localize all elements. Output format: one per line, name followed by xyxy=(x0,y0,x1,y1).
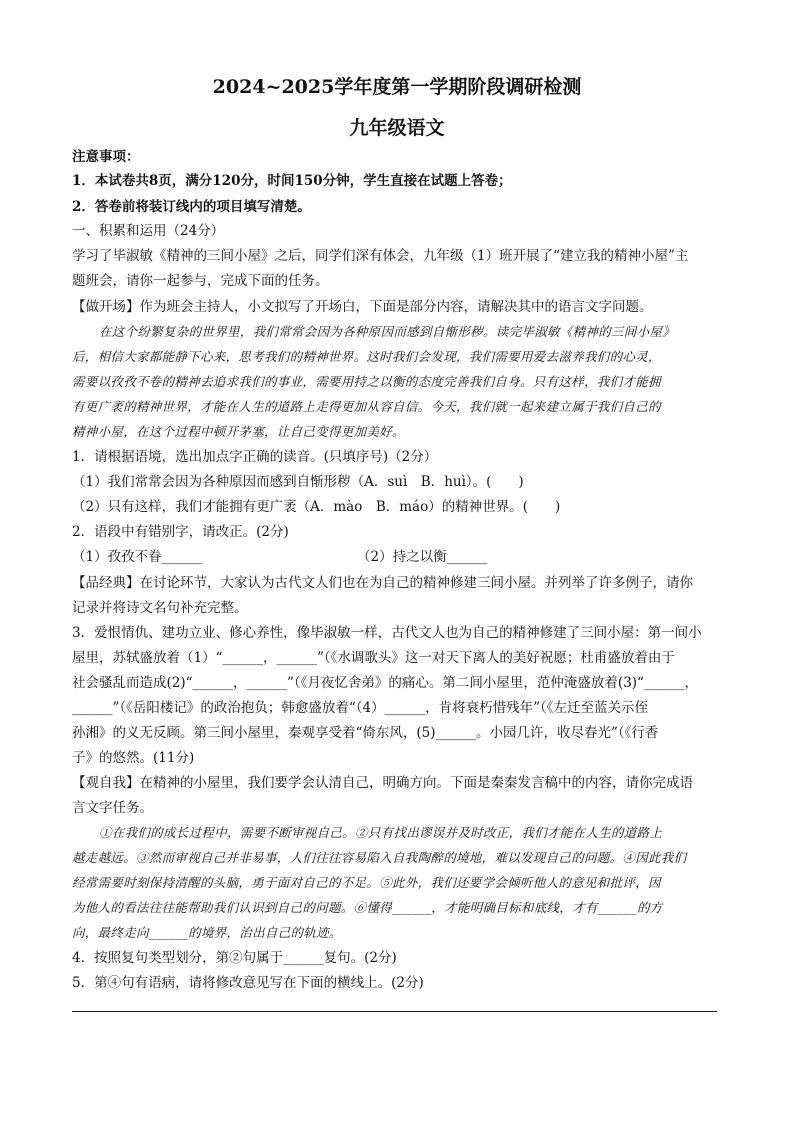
intro-line-2: 题班会，请你一起参与，完成下面的任务。 xyxy=(72,273,329,289)
question-2: 2．语段中有错别字，请改正。(2分) xyxy=(72,524,289,540)
notice-heading: 注意事项： xyxy=(72,149,140,165)
passage1-line: 在这个纷繁复杂的世界里，我们常常会因为各种原因而感到自惭形秽。读完毕淑敏《精神的三间小屋》 xyxy=(99,324,676,339)
question-3-line: 子》的悠然。(11分) xyxy=(72,750,195,766)
section-heading: 一、积累和运用（24分） xyxy=(72,223,225,239)
exam-title: 2024~2025学年度第一学期阶段调研检测 xyxy=(212,76,582,98)
view-task-line-1: 【观自我】在精神的小屋里，我们要学会认清自己，明确方向。下面是秦秦发言稿中的内容，请你完成语 xyxy=(72,775,693,791)
view-task-line-2: 言文字任务。 xyxy=(72,800,153,816)
opening-task: 【做开场】作为班会主持人，小文拟写了开场白，下面是部分内容，请解决其中的语言文字问题。 xyxy=(72,299,653,315)
passage1-line: 有更广袤的精神世界，才能在人生的道路上走得更加从容自信。今天，我们就一起来建立属于我们自己的 xyxy=(72,399,661,414)
notice-item-1: 1．本试卷共8页，满分120分，时间150分钟，学生直接在试题上答卷； xyxy=(72,173,512,189)
passage2-line: 越走越远。③然而审视自己并非易事，人们往往容易陷入自我陶醉的境地，难以发现自己的问题。④因此我们 xyxy=(72,850,687,865)
question-5: 5．第④句有语病，请将修改意见写在下面的横线上。(2分) xyxy=(72,975,424,991)
passage2-line: 向，最终走向______的境界，治出自己的轨迹。 xyxy=(72,925,342,940)
question-3-line: 屋里，苏轼盛放着（1）“______，______”（《水调歌头》这一对天下离人的美好祝愿；杜甫盛放着由于 xyxy=(72,650,675,666)
passage1-line: 后，相信大家都能静下心来，思考我们的精神世界。这时我们会发现，我们需要用爱去滋养我们的心灵， xyxy=(72,349,661,364)
classic-task-line-1: 【品经典】在讨论环节，大家认为古代文人们也在为自己的精神修建三间小屋。并列举了许多例子，请你 xyxy=(72,575,693,591)
question-2-row xyxy=(72,547,722,567)
passage2-line: 经常需要时刻保持清醒的头脑，勇于面对自己的不足。⑤此外，我们还要学会倾听他人的意见和批评，因 xyxy=(72,875,661,890)
question-1-item-1: （1）我们常常会因为各种原因而感到自惭形秽（A．suì B．huì）。( ) xyxy=(72,474,524,490)
passage2-line: 为他人的看法往往能帮助我们认识到自己的问题。⑥懂得______，才能明确目标和底线，才有______的方 xyxy=(72,900,663,915)
question-3-line: 3．爱恨情仇、建功立业、修心养性，像毕淑敏一样，古代文人也为自己的精神修建了三间小屋：第一间小 xyxy=(72,625,702,641)
answer-line[interactable] xyxy=(72,1011,717,1012)
passage2-line: ①在我们的成长过程中，需要不断审视自己。②只有找出谬误并及时改正，我们才能在人生的道路上 xyxy=(99,825,663,840)
exam-subtitle: 九年级语文 xyxy=(349,117,445,139)
classic-task-line-2: 记录并将诗文名句补充完整。 xyxy=(72,600,248,616)
question-3-line: ______”（《岳阳楼记》的政治抱负；韩愈盛放着“（4）______，肯将衰朽惜残年”（《左迁至蓝关示侄 xyxy=(72,700,649,716)
question-1-item-2: （2）只有这样，我们才能拥有更广袤（A．mào B．máo）的精神世界。( ) xyxy=(72,499,561,515)
passage1-line: 精神小屋，在这个过程中顿开茅塞，让自己变得更加美好。 xyxy=(72,424,405,439)
question-2-item-2: （2）持之以衡______ xyxy=(357,549,488,565)
question-2-item-1: （1）孜孜不眷______ xyxy=(72,549,203,565)
question-1: 1．请根据语境，选出加点字正确的读音。(只填序号)（2分） xyxy=(72,449,438,465)
question-4: 4．按照复句类型划分，第②句属于______复句。(2分) xyxy=(72,950,397,966)
notice-item-2: 2．答卷前将装订线内的项目填写清楚。 xyxy=(72,199,311,215)
question-3-line: 孙湘》的义无反顾。第三间小屋里，秦观享受着“倚东风，(5)______。小园几许，收尽春光”（《行香 xyxy=(72,725,659,741)
intro-line-1: 学习了毕淑敏《精神的三间小屋》之后，同学们深有体会，九年级（1）班开展了“建立我的精神小屋”主 xyxy=(72,248,689,264)
question-3-line: 社会骚乱而造成(2)“______，______”（《月夜忆舍弟》的痛心。第二间小屋里，范仲淹盛放着(3)“______， xyxy=(72,675,698,691)
passage1-line: 需要以孜孜不卷的精神去追求我们的事业，需要用持之以衡的态度完善我们自身。只有这样，我们才能拥 xyxy=(72,374,661,389)
